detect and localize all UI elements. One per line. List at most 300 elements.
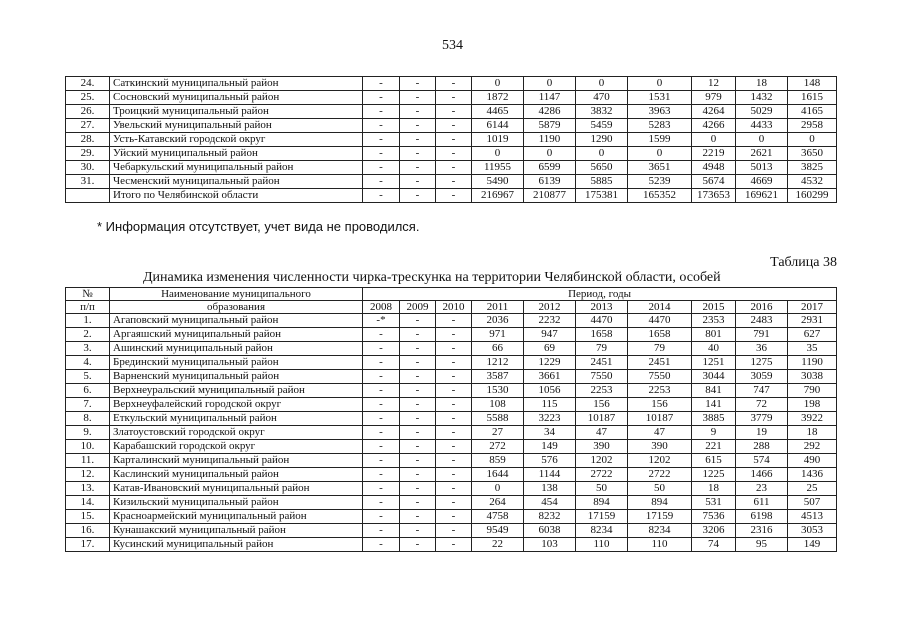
value-cell: - <box>363 468 400 482</box>
value-cell: 801 <box>692 328 736 342</box>
value-cell: - <box>400 468 436 482</box>
value-cell: 18 <box>692 482 736 496</box>
value-cell: 4433 <box>736 119 788 133</box>
value-cell: - <box>400 77 436 91</box>
value-cell: 627 <box>788 328 837 342</box>
value-cell: 1229 <box>524 356 576 370</box>
footnote: * Информация отсутствует, учет вида не проводился. <box>97 219 420 234</box>
value-cell: - <box>363 105 400 119</box>
row-number: 31. <box>66 175 110 189</box>
municipality-name: Кусинский муниципальный район <box>110 538 363 552</box>
value-cell: - <box>436 370 472 384</box>
value-cell: 27 <box>472 426 524 440</box>
value-cell: 4513 <box>788 510 837 524</box>
value-cell: 36 <box>736 342 788 356</box>
municipality-name: Итого по Челябинской области <box>110 189 363 203</box>
value-cell: - <box>436 328 472 342</box>
value-cell: 50 <box>628 482 692 496</box>
value-cell: 1531 <box>628 91 692 105</box>
row-number: 16. <box>66 524 110 538</box>
municipality-name: Златоустовский городской округ <box>110 426 363 440</box>
value-cell: 2036 <box>472 314 524 328</box>
value-cell: 1056 <box>524 384 576 398</box>
row-number <box>66 189 110 203</box>
value-cell: - <box>436 384 472 398</box>
row-number: 10. <box>66 440 110 454</box>
value-cell: 1190 <box>524 133 576 147</box>
row-number: 2. <box>66 328 110 342</box>
municipality-name: Верхнеуфалейский городской округ <box>110 398 363 412</box>
row-number: 30. <box>66 161 110 175</box>
value-cell: 292 <box>788 440 837 454</box>
value-cell: - <box>363 77 400 91</box>
value-cell: - <box>436 147 472 161</box>
value-cell: 1275 <box>736 356 788 370</box>
municipality-name: Агаповский муниципальный район <box>110 314 363 328</box>
value-cell: -* <box>363 314 400 328</box>
table-continued-body <box>66 77 837 203</box>
table-row <box>66 77 837 91</box>
value-cell: 156 <box>628 398 692 412</box>
value-cell: 4948 <box>692 161 736 175</box>
value-cell: 12 <box>692 77 736 91</box>
value-cell: 0 <box>472 147 524 161</box>
value-cell: - <box>400 147 436 161</box>
header-year: 2011 <box>472 301 524 314</box>
value-cell: 2219 <box>692 147 736 161</box>
value-cell: 50 <box>576 482 628 496</box>
value-cell: 108 <box>472 398 524 412</box>
row-number: 26. <box>66 105 110 119</box>
value-cell: 3053 <box>788 524 837 538</box>
value-cell: - <box>363 119 400 133</box>
value-cell: 22 <box>472 538 524 552</box>
value-cell: 2483 <box>736 314 788 328</box>
value-cell: - <box>363 412 400 426</box>
value-cell: 95 <box>736 538 788 552</box>
value-cell: 1658 <box>628 328 692 342</box>
value-cell: - <box>436 175 472 189</box>
table-row <box>66 189 837 203</box>
value-cell: 264 <box>472 496 524 510</box>
municipality-name: Увельский муниципальный район <box>110 119 363 133</box>
table-row <box>66 133 837 147</box>
value-cell: 5674 <box>692 175 736 189</box>
value-cell: - <box>436 133 472 147</box>
header-year: 2013 <box>576 301 628 314</box>
row-number: 28. <box>66 133 110 147</box>
value-cell: 18 <box>788 426 837 440</box>
value-cell: 110 <box>576 538 628 552</box>
value-cell: - <box>436 426 472 440</box>
value-cell: 3779 <box>736 412 788 426</box>
value-cell: 531 <box>692 496 736 510</box>
value-cell: 0 <box>628 77 692 91</box>
value-cell: 10187 <box>628 412 692 426</box>
value-cell: 9549 <box>472 524 524 538</box>
table-row <box>66 91 837 105</box>
value-cell: 2316 <box>736 524 788 538</box>
value-cell: 4264 <box>692 105 736 119</box>
value-cell: 5029 <box>736 105 788 119</box>
value-cell: 141 <box>692 398 736 412</box>
value-cell: 210877 <box>524 189 576 203</box>
value-cell: 169621 <box>736 189 788 203</box>
value-cell: 5459 <box>576 119 628 133</box>
value-cell: 3038 <box>788 370 837 384</box>
value-cell: 3587 <box>472 370 524 384</box>
value-cell: 1290 <box>576 133 628 147</box>
municipality-name: Кизильский муниципальный район <box>110 496 363 510</box>
value-cell: 747 <box>736 384 788 398</box>
value-cell: - <box>400 496 436 510</box>
value-cell: - <box>400 189 436 203</box>
value-cell: 0 <box>788 133 837 147</box>
municipality-name: Сосновский муниципальный район <box>110 91 363 105</box>
municipality-name: Кунашакский муниципальный район <box>110 524 363 538</box>
table-row <box>66 147 837 161</box>
value-cell: 3832 <box>576 105 628 119</box>
value-cell: - <box>400 538 436 552</box>
value-cell: 3059 <box>736 370 788 384</box>
value-cell: - <box>363 147 400 161</box>
value-cell: 221 <box>692 440 736 454</box>
table-row <box>66 161 837 175</box>
value-cell: 470 <box>576 91 628 105</box>
municipality-name: Усть-Катавский городской округ <box>110 133 363 147</box>
value-cell: - <box>363 356 400 370</box>
value-cell: 4758 <box>472 510 524 524</box>
municipality-name: Карталинский муниципальный район <box>110 454 363 468</box>
municipality-name: Саткинский муниципальный район <box>110 77 363 91</box>
municipality-name: Уйский муниципальный район <box>110 147 363 161</box>
value-cell: 149 <box>788 538 837 552</box>
value-cell: - <box>436 440 472 454</box>
value-cell: 791 <box>736 328 788 342</box>
value-cell: 1190 <box>788 356 837 370</box>
value-cell: 2958 <box>788 119 837 133</box>
municipality-name: Аргаяшский муниципальный район <box>110 328 363 342</box>
value-cell: - <box>363 482 400 496</box>
row-number: 24. <box>66 77 110 91</box>
value-cell: - <box>400 161 436 175</box>
row-number: 8. <box>66 412 110 426</box>
municipality-name: Красноармейский муниципальный район <box>110 510 363 524</box>
value-cell: - <box>436 398 472 412</box>
value-cell: - <box>400 384 436 398</box>
value-cell: 841 <box>692 384 736 398</box>
value-cell: 4286 <box>524 105 576 119</box>
table-row <box>66 398 837 412</box>
value-cell: - <box>400 356 436 370</box>
value-cell: 5885 <box>576 175 628 189</box>
value-cell: 1658 <box>576 328 628 342</box>
value-cell: 390 <box>576 440 628 454</box>
value-cell: 490 <box>788 454 837 468</box>
table-row <box>66 440 837 454</box>
table-row <box>66 468 837 482</box>
header-year: 2016 <box>736 301 788 314</box>
value-cell: - <box>436 119 472 133</box>
value-cell: 9 <box>692 426 736 440</box>
table-title: Динамика изменения численности чирка-трескунка на территории Челябинской области, особей <box>143 270 721 285</box>
header-year: 2017 <box>788 301 837 314</box>
value-cell: 5490 <box>472 175 524 189</box>
value-cell: 0 <box>472 482 524 496</box>
value-cell: 0 <box>576 77 628 91</box>
value-cell: 2722 <box>576 468 628 482</box>
value-cell: - <box>436 105 472 119</box>
table-row <box>66 496 837 510</box>
value-cell: 272 <box>472 440 524 454</box>
table-row <box>66 510 837 524</box>
value-cell: 11955 <box>472 161 524 175</box>
table-row <box>66 482 837 496</box>
value-cell: - <box>400 510 436 524</box>
value-cell: 3206 <box>692 524 736 538</box>
value-cell: 947 <box>524 328 576 342</box>
value-cell: 2253 <box>576 384 628 398</box>
header-year: 2008 <box>363 301 400 314</box>
value-cell: 3661 <box>524 370 576 384</box>
row-number: 29. <box>66 147 110 161</box>
value-cell: 25 <box>788 482 837 496</box>
value-cell: - <box>363 538 400 552</box>
value-cell: 23 <box>736 482 788 496</box>
value-cell: 74 <box>692 538 736 552</box>
value-cell: - <box>400 524 436 538</box>
value-cell: 1019 <box>472 133 524 147</box>
value-cell: - <box>363 161 400 175</box>
value-cell: 1225 <box>692 468 736 482</box>
value-cell: 17159 <box>628 510 692 524</box>
value-cell: 0 <box>736 133 788 147</box>
page-number: 534 <box>442 38 463 53</box>
municipality-name: Катав-Ивановский муниципальный район <box>110 482 363 496</box>
value-cell: 2621 <box>736 147 788 161</box>
table-row <box>66 384 837 398</box>
value-cell: 10187 <box>576 412 628 426</box>
value-cell: 6139 <box>524 175 576 189</box>
value-cell: - <box>400 175 436 189</box>
value-cell: 149 <box>524 440 576 454</box>
value-cell: 4532 <box>788 175 837 189</box>
municipality-name: Варненский муниципальный район <box>110 370 363 384</box>
value-cell: 6144 <box>472 119 524 133</box>
value-cell: 859 <box>472 454 524 468</box>
header-year: 2012 <box>524 301 576 314</box>
value-cell: 1202 <box>576 454 628 468</box>
value-cell: 1436 <box>788 468 837 482</box>
row-number: 3. <box>66 342 110 356</box>
value-cell: 1644 <box>472 468 524 482</box>
value-cell: - <box>436 342 472 356</box>
municipality-name: Чесменский муниципальный район <box>110 175 363 189</box>
row-number: 11. <box>66 454 110 468</box>
table-38-body <box>66 314 837 552</box>
value-cell: 615 <box>692 454 736 468</box>
row-number: 4. <box>66 356 110 370</box>
value-cell: 66 <box>472 342 524 356</box>
value-cell: 288 <box>736 440 788 454</box>
value-cell: 165352 <box>628 189 692 203</box>
value-cell: 138 <box>524 482 576 496</box>
value-cell: - <box>400 105 436 119</box>
value-cell: 4266 <box>692 119 736 133</box>
municipality-name: Троицкий муниципальный район <box>110 105 363 119</box>
value-cell: 3922 <box>788 412 837 426</box>
value-cell: 390 <box>628 440 692 454</box>
header-name: Наименование муниципального <box>110 288 363 301</box>
value-cell: - <box>363 175 400 189</box>
header-name-line2: образования <box>110 301 363 314</box>
table-row <box>66 119 837 133</box>
table-row <box>66 356 837 370</box>
value-cell: 0 <box>524 77 576 91</box>
value-cell: 790 <box>788 384 837 398</box>
municipality-name: Чебаркульский муниципальный район <box>110 161 363 175</box>
value-cell: 8234 <box>628 524 692 538</box>
value-cell: 0 <box>628 147 692 161</box>
value-cell: 1530 <box>472 384 524 398</box>
value-cell: 2232 <box>524 314 576 328</box>
value-cell: 173653 <box>692 189 736 203</box>
municipality-name: Каслинский муниципальный район <box>110 468 363 482</box>
value-cell: 69 <box>524 342 576 356</box>
table-row <box>66 370 837 384</box>
value-cell: 5650 <box>576 161 628 175</box>
value-cell: - <box>363 189 400 203</box>
municipality-name: Еткульский муниципальный район <box>110 412 363 426</box>
value-cell: 103 <box>524 538 576 552</box>
value-cell: 1872 <box>472 91 524 105</box>
municipality-name: Ашинский муниципальный район <box>110 342 363 356</box>
municipality-name: Карабашский городской округ <box>110 440 363 454</box>
value-cell: - <box>400 314 436 328</box>
value-cell: 7536 <box>692 510 736 524</box>
value-cell: 4470 <box>628 314 692 328</box>
value-cell: - <box>400 370 436 384</box>
value-cell: 2931 <box>788 314 837 328</box>
row-number: 14. <box>66 496 110 510</box>
value-cell: 4470 <box>576 314 628 328</box>
value-cell: - <box>436 412 472 426</box>
value-cell: 2722 <box>628 468 692 482</box>
value-cell: - <box>363 440 400 454</box>
value-cell: 5879 <box>524 119 576 133</box>
value-cell: 979 <box>692 91 736 105</box>
value-cell: - <box>363 510 400 524</box>
value-cell: 5013 <box>736 161 788 175</box>
value-cell: 0 <box>576 147 628 161</box>
value-cell: - <box>400 119 436 133</box>
value-cell: 34 <box>524 426 576 440</box>
value-cell: - <box>363 398 400 412</box>
value-cell: - <box>363 384 400 398</box>
value-cell: - <box>436 482 472 496</box>
value-cell: 47 <box>628 426 692 440</box>
value-cell: 3963 <box>628 105 692 119</box>
value-cell: 6038 <box>524 524 576 538</box>
value-cell: 2253 <box>628 384 692 398</box>
value-cell: 19 <box>736 426 788 440</box>
value-cell: 110 <box>628 538 692 552</box>
value-cell: 6599 <box>524 161 576 175</box>
value-cell: - <box>400 482 436 496</box>
value-cell: - <box>436 189 472 203</box>
value-cell: - <box>436 356 472 370</box>
table-row <box>66 454 837 468</box>
value-cell: 17159 <box>576 510 628 524</box>
value-cell: - <box>436 77 472 91</box>
value-cell: - <box>436 468 472 482</box>
value-cell: - <box>400 398 436 412</box>
value-cell: 3651 <box>628 161 692 175</box>
header-year: 2014 <box>628 301 692 314</box>
value-cell: - <box>436 91 472 105</box>
row-number: 12. <box>66 468 110 482</box>
value-cell: 216967 <box>472 189 524 203</box>
value-cell: 971 <box>472 328 524 342</box>
row-number: 13. <box>66 482 110 496</box>
table-row <box>66 105 837 119</box>
value-cell: - <box>400 91 436 105</box>
value-cell: - <box>400 133 436 147</box>
value-cell: 894 <box>576 496 628 510</box>
value-cell: 4465 <box>472 105 524 119</box>
value-cell: 7550 <box>576 370 628 384</box>
value-cell: 1432 <box>736 91 788 105</box>
value-cell: - <box>363 91 400 105</box>
header-year: 2010 <box>436 301 472 314</box>
value-cell: 2353 <box>692 314 736 328</box>
row-number: 5. <box>66 370 110 384</box>
row-number: 15. <box>66 510 110 524</box>
value-cell: - <box>363 328 400 342</box>
value-cell: - <box>363 370 400 384</box>
value-cell: 507 <box>788 496 837 510</box>
header-no: № <box>66 288 110 301</box>
value-cell: - <box>400 328 436 342</box>
value-cell: 1615 <box>788 91 837 105</box>
value-cell: 160299 <box>788 189 837 203</box>
municipality-name: Брединский муниципальный район <box>110 356 363 370</box>
value-cell: 148 <box>788 77 837 91</box>
value-cell: 611 <box>736 496 788 510</box>
value-cell: - <box>363 454 400 468</box>
table-continued <box>65 76 837 203</box>
value-cell: 3223 <box>524 412 576 426</box>
value-cell: - <box>400 454 436 468</box>
table-label: Таблица 38 <box>770 255 837 270</box>
table-row <box>66 342 837 356</box>
row-number: 7. <box>66 398 110 412</box>
table-row <box>66 426 837 440</box>
value-cell: - <box>400 440 436 454</box>
header-year: 2015 <box>692 301 736 314</box>
value-cell: 1202 <box>628 454 692 468</box>
value-cell: 198 <box>788 398 837 412</box>
value-cell: 574 <box>736 454 788 468</box>
value-cell: 1599 <box>628 133 692 147</box>
value-cell: 0 <box>472 77 524 91</box>
value-cell: - <box>436 454 472 468</box>
value-cell: 454 <box>524 496 576 510</box>
table-row <box>66 328 837 342</box>
value-cell: 3650 <box>788 147 837 161</box>
value-cell: - <box>363 426 400 440</box>
value-cell: 1147 <box>524 91 576 105</box>
